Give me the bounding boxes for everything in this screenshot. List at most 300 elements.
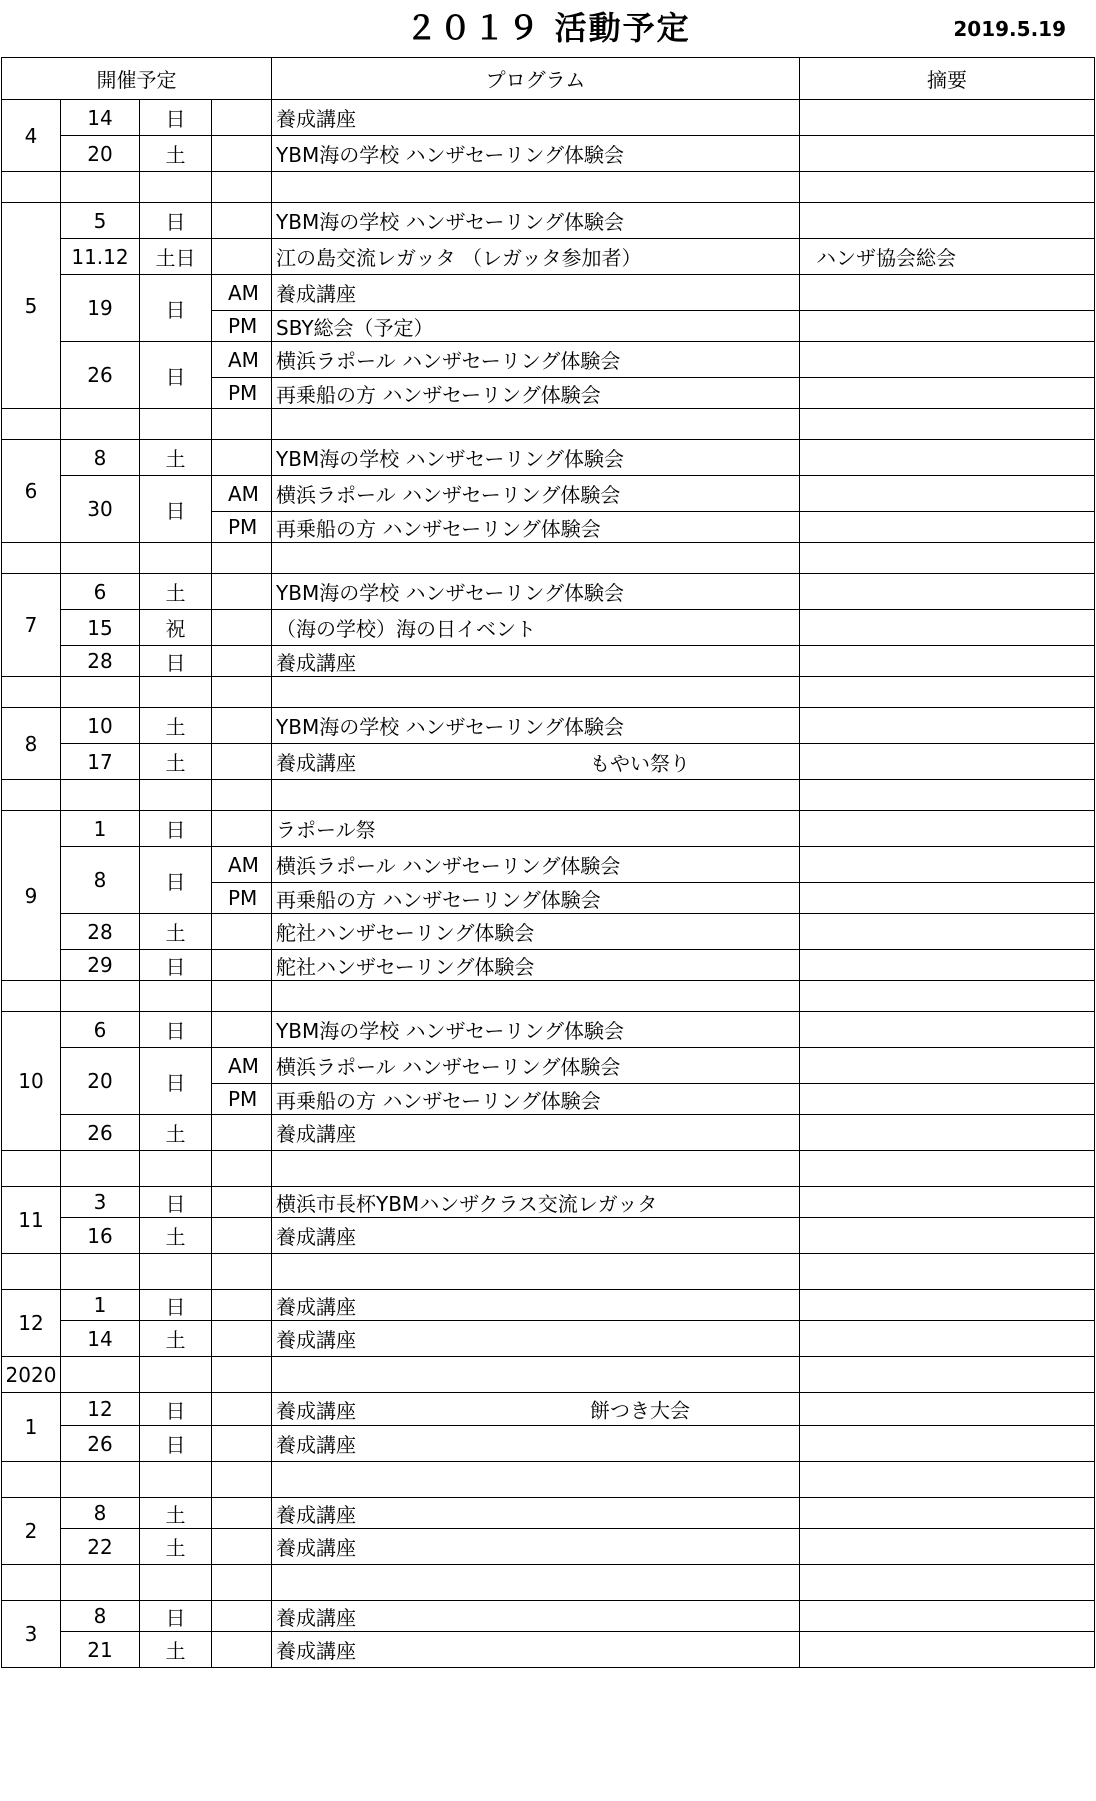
- day-cell: 30: [61, 476, 140, 543]
- program-cell: [272, 203, 800, 239]
- program-cell: [272, 1084, 800, 1115]
- empty-cell: [140, 172, 212, 203]
- ampm-cell: [212, 914, 272, 950]
- spacer-row: [2, 1254, 1095, 1290]
- day-cell: 22: [61, 1529, 140, 1565]
- table-row: [2, 1012, 1095, 1048]
- empty-cell: [140, 1462, 212, 1498]
- year-label: 2020: [2, 1357, 61, 1393]
- ampm-cell: [212, 1393, 272, 1426]
- program-text: 養成講座: [276, 1398, 356, 1423]
- program-cell: [272, 1290, 800, 1321]
- day-cell: 26: [61, 342, 140, 409]
- ampm-cell: [212, 950, 272, 981]
- empty-cell: [212, 543, 272, 574]
- table-row: [2, 1115, 1095, 1151]
- spacer-row: [2, 780, 1095, 811]
- program-cell: [272, 1393, 800, 1426]
- empty-cell: [140, 981, 212, 1012]
- day-cell: 5: [61, 203, 140, 239]
- empty-cell: [272, 1151, 800, 1187]
- day-cell: 15: [61, 610, 140, 646]
- empty-cell: [61, 409, 140, 440]
- program-cell: [272, 1115, 800, 1151]
- note-cell: [800, 883, 1095, 914]
- month-cell: 4: [2, 100, 61, 172]
- note-cell: [800, 203, 1095, 239]
- ampm-cell: [212, 646, 272, 677]
- program-text: 横浜ラポール ハンザセーリング体験会: [276, 349, 621, 373]
- note-cell: [800, 311, 1095, 342]
- empty-cell: [2, 172, 61, 203]
- ampm-cell: [212, 203, 272, 239]
- ampm-cell: [212, 708, 272, 744]
- program-cell: [272, 275, 800, 311]
- empty-cell: [212, 172, 272, 203]
- month-cell: 9: [2, 811, 61, 981]
- weekday-cell: 土: [140, 574, 212, 610]
- empty-cell: [212, 677, 272, 708]
- weekday-cell: 土: [140, 1632, 212, 1668]
- empty-cell: [61, 1462, 140, 1498]
- weekday-cell: 土: [140, 1115, 212, 1151]
- empty-cell: [272, 1462, 800, 1498]
- note-cell: [800, 610, 1095, 646]
- program-cell: [272, 136, 800, 172]
- table-row: [2, 476, 1095, 512]
- table-row: [2, 1393, 1095, 1426]
- header-notes: 摘要: [800, 58, 1095, 100]
- table-row: [2, 1426, 1095, 1462]
- table-row: [2, 574, 1095, 610]
- day-cell: 20: [61, 136, 140, 172]
- ampm-cell: [212, 1290, 272, 1321]
- empty-cell: [61, 981, 140, 1012]
- empty-cell: [61, 780, 140, 811]
- weekday-cell: 日: [140, 1393, 212, 1426]
- note-cell: [800, 1290, 1095, 1321]
- day-cell: 28: [61, 914, 140, 950]
- table-row: [2, 239, 1095, 275]
- empty-cell: [800, 172, 1095, 203]
- schedule-body: [2, 100, 1095, 1668]
- program-text: 再乗船の方 ハンザセーリング体験会: [276, 382, 601, 407]
- day-cell: 10: [61, 708, 140, 744]
- empty-cell: [140, 1151, 212, 1187]
- program-cell: [272, 574, 800, 610]
- program-text: YBM海の学校 ハンザセーリング体験会: [276, 447, 624, 471]
- ampm-cell: [212, 1529, 272, 1565]
- empty-cell: [272, 780, 800, 811]
- program-cell: [272, 1012, 800, 1048]
- table-row: [2, 646, 1095, 677]
- program-text: 養成講座: [276, 751, 356, 775]
- program-text: 横浜ラポール ハンザセーリング体験会: [276, 1055, 621, 1079]
- empty-cell: [800, 981, 1095, 1012]
- table-row: [2, 811, 1095, 847]
- program-text: 養成講座: [276, 1502, 356, 1527]
- table-row: [2, 610, 1095, 646]
- note-cell: ハンザ協会総会: [800, 239, 1095, 275]
- table-row: [2, 1218, 1095, 1254]
- day-cell: 11.12: [61, 239, 140, 275]
- table-row: [2, 744, 1095, 780]
- ampm-cell: AM: [212, 847, 272, 883]
- empty-cell: [212, 981, 272, 1012]
- weekday-cell: 土: [140, 136, 212, 172]
- weekday-cell: 土: [140, 744, 212, 780]
- table-row: [2, 440, 1095, 476]
- weekday-cell: 土: [140, 1321, 212, 1357]
- empty-cell: [140, 409, 212, 440]
- program-cell: [272, 378, 800, 409]
- empty-cell: [800, 780, 1095, 811]
- month-cell: 12: [2, 1290, 61, 1357]
- program-extra-note: もやい祭り: [590, 751, 690, 775]
- weekday-cell: 日: [140, 100, 212, 136]
- table-row: [2, 847, 1095, 883]
- program-cell: [272, 1321, 800, 1357]
- note-cell: [800, 1012, 1095, 1048]
- program-text: （海の学校）海の日イベント: [276, 617, 536, 641]
- program-text: 養成講座: [276, 1225, 356, 1249]
- empty-cell: [140, 1357, 212, 1393]
- note-cell: [800, 512, 1095, 543]
- ampm-cell: PM: [212, 311, 272, 342]
- spacer-row: [2, 172, 1095, 203]
- weekday-cell: 土: [140, 1218, 212, 1254]
- day-cell: 21: [61, 1632, 140, 1668]
- day-cell: 8: [61, 440, 140, 476]
- month-cell: 3: [2, 1601, 61, 1668]
- program-text: 横浜ラポール ハンザセーリング体験会: [276, 854, 621, 878]
- note-cell: [800, 847, 1095, 883]
- spacer-row: [2, 1151, 1095, 1187]
- header-row: [2, 58, 1095, 100]
- program-cell: [272, 1187, 800, 1218]
- note-cell: [800, 950, 1095, 981]
- weekday-cell: 日: [140, 203, 212, 239]
- table-row: [2, 1632, 1095, 1668]
- ampm-cell: PM: [212, 1084, 272, 1115]
- program-cell: [272, 1426, 800, 1462]
- empty-cell: [272, 1254, 800, 1290]
- program-cell: [272, 1048, 800, 1084]
- ampm-cell: [212, 440, 272, 476]
- month-cell: 8: [2, 708, 61, 780]
- program-text: 横浜ラポール ハンザセーリング体験会: [276, 483, 621, 507]
- note-cell: [800, 1601, 1095, 1632]
- empty-cell: [272, 543, 800, 574]
- note-cell: [800, 646, 1095, 677]
- empty-cell: [212, 1254, 272, 1290]
- day-cell: 14: [61, 100, 140, 136]
- weekday-cell: 日: [140, 646, 212, 677]
- program-text: YBM海の学校 ハンザセーリング体験会: [276, 143, 624, 167]
- ampm-cell: [212, 1632, 272, 1668]
- note-cell: [800, 342, 1095, 378]
- program-text: 養成講座: [276, 1639, 356, 1663]
- weekday-cell: 土: [140, 440, 212, 476]
- weekday-cell: 土: [140, 708, 212, 744]
- note-cell: [800, 1187, 1095, 1218]
- spacer-row: [2, 981, 1095, 1012]
- program-text: 養成講座: [276, 107, 356, 131]
- weekday-cell: 日: [140, 342, 212, 409]
- empty-cell: [212, 409, 272, 440]
- empty-cell: [61, 677, 140, 708]
- day-cell: 26: [61, 1115, 140, 1151]
- empty-cell: [2, 1151, 61, 1187]
- weekday-cell: 日: [140, 476, 212, 543]
- day-cell: 14: [61, 1321, 140, 1357]
- empty-cell: [272, 677, 800, 708]
- ampm-cell: [212, 744, 272, 780]
- empty-cell: [800, 677, 1095, 708]
- empty-cell: [140, 677, 212, 708]
- program-text: 養成講座: [276, 1605, 356, 1630]
- day-cell: 20: [61, 1048, 140, 1115]
- day-cell: 1: [61, 811, 140, 847]
- month-cell: 10: [2, 1012, 61, 1151]
- ampm-cell: [212, 1426, 272, 1462]
- table-row: [2, 275, 1095, 311]
- schedule-table: [1, 57, 1095, 1668]
- weekday-cell: 日: [140, 1601, 212, 1632]
- spacer-row: [2, 543, 1095, 574]
- header-program: プログラム: [272, 58, 800, 100]
- month-cell: 6: [2, 440, 61, 543]
- program-text: 養成講座: [276, 1328, 356, 1352]
- spacer-row: [2, 1565, 1095, 1601]
- ampm-cell: AM: [212, 342, 272, 378]
- note-cell: [800, 1115, 1095, 1151]
- program-text: 再乗船の方 ハンザセーリング体験会: [276, 1088, 601, 1113]
- program-text: 再乗船の方 ハンザセーリング体験会: [276, 516, 601, 541]
- note-cell: [800, 1529, 1095, 1565]
- program-cell: [272, 1498, 800, 1529]
- empty-cell: [140, 1254, 212, 1290]
- day-cell: 3: [61, 1187, 140, 1218]
- day-cell: 8: [61, 1498, 140, 1529]
- weekday-cell: 土: [140, 1529, 212, 1565]
- empty-cell: [800, 1357, 1095, 1393]
- empty-cell: [61, 1565, 140, 1601]
- empty-cell: [212, 1565, 272, 1601]
- weekday-cell: 日: [140, 1048, 212, 1115]
- program-cell: [272, 100, 800, 136]
- table-row: [2, 100, 1095, 136]
- program-cell: [272, 914, 800, 950]
- program-text: 養成講座: [276, 1294, 356, 1319]
- weekday-cell: 日: [140, 1012, 212, 1048]
- ampm-cell: AM: [212, 1048, 272, 1084]
- program-cell: [272, 1601, 800, 1632]
- day-cell: 28: [61, 646, 140, 677]
- table-row: [2, 950, 1095, 981]
- empty-cell: [2, 677, 61, 708]
- empty-cell: [140, 543, 212, 574]
- empty-cell: [212, 1462, 272, 1498]
- empty-cell: [272, 172, 800, 203]
- empty-cell: [2, 1462, 61, 1498]
- program-text: 横浜市長杯YBMハンザクラス交流レガッタ: [276, 1191, 658, 1216]
- table-row: [2, 1321, 1095, 1357]
- empty-cell: [800, 1565, 1095, 1601]
- table-row: [2, 708, 1095, 744]
- weekday-cell: 日: [140, 1187, 212, 1218]
- empty-cell: [212, 1151, 272, 1187]
- table-row: [2, 1187, 1095, 1218]
- empty-cell: [2, 780, 61, 811]
- ampm-cell: AM: [212, 275, 272, 311]
- program-text: SBY総会（予定）: [276, 315, 434, 340]
- ampm-cell: [212, 1218, 272, 1254]
- day-cell: 6: [61, 574, 140, 610]
- program-text: 養成講座: [276, 650, 356, 675]
- program-text: 養成講座: [276, 1433, 356, 1457]
- empty-cell: [272, 1565, 800, 1601]
- program-cell: [272, 476, 800, 512]
- spacer-row: [2, 677, 1095, 708]
- program-cell: [272, 847, 800, 883]
- program-text: 養成講座: [276, 282, 356, 306]
- program-text: 舵社ハンザセーリング体験会: [276, 921, 535, 945]
- ampm-cell: PM: [212, 512, 272, 543]
- ampm-cell: [212, 1601, 272, 1632]
- weekday-cell: 土: [140, 914, 212, 950]
- note-cell: [800, 744, 1095, 780]
- table-row: [2, 1601, 1095, 1632]
- day-cell: 8: [61, 1601, 140, 1632]
- weekday-cell: 日: [140, 1426, 212, 1462]
- program-cell: [272, 950, 800, 981]
- note-cell: [800, 476, 1095, 512]
- program-cell: [272, 239, 800, 275]
- program-text: 再乗船の方 ハンザセーリング体験会: [276, 887, 601, 912]
- table-row: [2, 203, 1095, 239]
- program-text: YBM海の学校 ハンザセーリング体験会: [276, 210, 624, 234]
- empty-cell: [2, 1254, 61, 1290]
- program-text: YBM海の学校 ハンザセーリング体験会: [276, 581, 624, 605]
- empty-cell: [272, 409, 800, 440]
- ampm-cell: PM: [212, 883, 272, 914]
- note-cell: [800, 1321, 1095, 1357]
- note-cell: [800, 100, 1095, 136]
- program-cell: [272, 610, 800, 646]
- weekday-cell: 日: [140, 950, 212, 981]
- empty-cell: [272, 981, 800, 1012]
- program-cell: [272, 811, 800, 847]
- header-schedule: 開催予定: [2, 58, 272, 100]
- spacer-row: [2, 1462, 1095, 1498]
- day-cell: 26: [61, 1426, 140, 1462]
- day-cell: 12: [61, 1393, 140, 1426]
- note-cell: [800, 914, 1095, 950]
- program-cell: [272, 883, 800, 914]
- empty-cell: [2, 981, 61, 1012]
- program-text: YBM海の学校 ハンザセーリング体験会: [276, 1019, 624, 1043]
- month-cell: 7: [2, 574, 61, 677]
- program-text: 養成講座: [276, 1536, 356, 1560]
- program-text: 江の島交流レガッタ （レガッタ参加者）: [276, 246, 642, 270]
- program-cell: [272, 440, 800, 476]
- table-row: [2, 1290, 1095, 1321]
- day-cell: 16: [61, 1218, 140, 1254]
- table-row: [2, 136, 1095, 172]
- ampm-cell: [212, 610, 272, 646]
- empty-cell: [61, 172, 140, 203]
- note-cell: [800, 574, 1095, 610]
- day-cell: 19: [61, 275, 140, 342]
- ampm-cell: [212, 1115, 272, 1151]
- empty-cell: [272, 1357, 800, 1393]
- program-text: 舵社ハンザセーリング体験会: [276, 954, 535, 979]
- ampm-cell: [212, 100, 272, 136]
- empty-cell: [212, 1357, 272, 1393]
- weekday-cell: 土: [140, 1498, 212, 1529]
- note-cell: [800, 1048, 1095, 1084]
- day-cell: 1: [61, 1290, 140, 1321]
- weekday-cell: 土日: [140, 239, 212, 275]
- spacer-row: [2, 1357, 1095, 1393]
- program-cell: [272, 1218, 800, 1254]
- program-cell: [272, 1529, 800, 1565]
- empty-cell: [61, 543, 140, 574]
- empty-cell: [800, 1254, 1095, 1290]
- weekday-cell: 日: [140, 275, 212, 342]
- note-cell: [800, 708, 1095, 744]
- note-cell: [800, 136, 1095, 172]
- empty-cell: [61, 1254, 140, 1290]
- ampm-cell: [212, 136, 272, 172]
- program-text: ラポール祭: [276, 818, 376, 842]
- ampm-cell: [212, 574, 272, 610]
- program-cell: [272, 1632, 800, 1668]
- empty-cell: [212, 780, 272, 811]
- empty-cell: [140, 780, 212, 811]
- program-cell: [272, 744, 800, 780]
- document-date: 2019.5.19: [953, 17, 1066, 41]
- month-cell: 11: [2, 1187, 61, 1254]
- empty-cell: [800, 1462, 1095, 1498]
- spacer-row: [2, 409, 1095, 440]
- empty-cell: [800, 543, 1095, 574]
- day-cell: 8: [61, 847, 140, 914]
- note-cell: [800, 1632, 1095, 1668]
- table-row: [2, 342, 1095, 378]
- table-row: [2, 1048, 1095, 1084]
- table-row: [2, 1498, 1095, 1529]
- table-row: [2, 1529, 1095, 1565]
- note-cell: [800, 1498, 1095, 1529]
- month-cell: 1: [2, 1393, 61, 1462]
- empty-cell: [2, 1565, 61, 1601]
- program-cell: [272, 646, 800, 677]
- note-cell: [800, 275, 1095, 311]
- table-row: [2, 914, 1095, 950]
- ampm-cell: [212, 1321, 272, 1357]
- empty-cell: [2, 409, 61, 440]
- program-cell: [272, 342, 800, 378]
- day-cell: 17: [61, 744, 140, 780]
- day-cell: 6: [61, 1012, 140, 1048]
- empty-cell: [2, 543, 61, 574]
- empty-cell: [140, 1565, 212, 1601]
- program-text: YBM海の学校 ハンザセーリング体験会: [276, 715, 624, 739]
- ampm-cell: [212, 811, 272, 847]
- program-extra-note: 餅つき大会: [590, 1398, 690, 1423]
